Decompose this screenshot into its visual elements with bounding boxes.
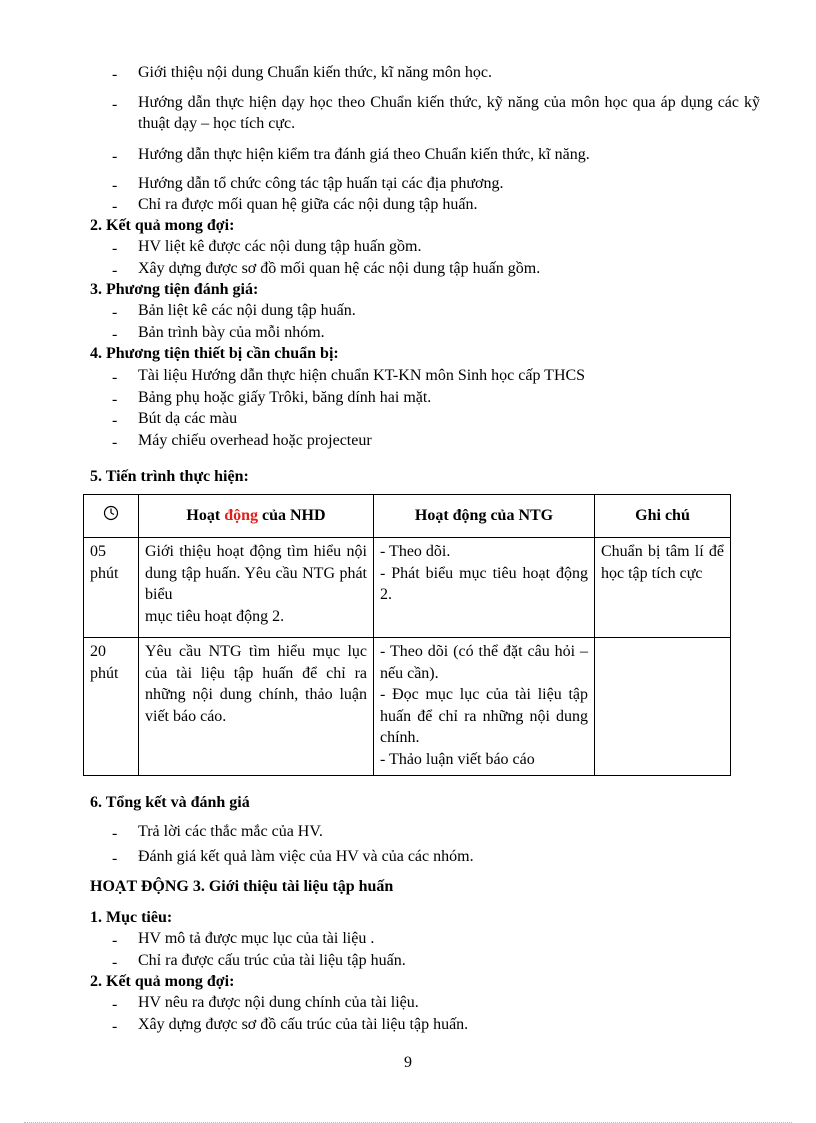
- document-page: - Giới thiệu nội dung Chuẩn kiến thức, kĩ năng môn học. - Hướng dẫn thực hiện dạy học theo Chuẩn kiến thức, kỹ năng của môn học qua áp dụng các kỹ thuật dạy – học tích cực. - Hướng dẫn thực hiện kiểm tra đánh giá theo Chuẩn kiến thức, kĩ năng. - Hướng dẫn tổ chức công tác tập huấn tại các địa phương. - Chỉ ra được mối quan hệ giữa các nội dung tập huấn. 2. Kết quả mong đợi: - HV liệt kê được các nội dung tập huấn gồm. - Xây dựng được sơ đồ mối quan hệ các nội dung tập huấn gồm. 3. Phương tiện đánh giá: - Bản liệt kê các nội dung tập huấn. - Bản trình bày của mỗi nhóm. 4. Phương tiện thiết bị cần chuẩn bị: - Tài liệu Hướng dẫn thực hiện chuẩn KT-KN môn Sinh học cấp THCS - Bảng phụ hoặc giấy Trôki, băng dính hai mặt. - Bút dạ các màu - Máy chiếu overhead hoặc projecteur 5. Tiến trình thực hiện: Hoạt động của NHD Hoạt động của NTG Ghi chú 05 phút Giới thiệu hoạt động tìm hiểu nội dung tập huấn. Yêu cầu NTG phát biểu mục tiêu hoạt động 2. - Theo dõi. - Phát biểu mục tiêu hoạt động 2. Chuẩn bị tâm lí để học tập tích cực 20 phút Yêu cầu NTG tìm hiểu mục lục của tài liệu tập huấn để chỉ ra những nội dung chính, thảo luận viết báo cáo. - Theo dõi (có thể đặt câu hỏi – nếu cần). - Đọc mục lục của tài liệu tập huấn để chỉ ra những nội dung chính. - Thảo luận viết báo cáo 6. Tổng kết và đánh giá - Trả lời các thắc mắc của HV. - Đánh giá kết quả làm việc của HV và của các nhóm. HOẠT ĐỘNG 3. Giới thiệu tài liệu tập huấn 1. Mục tiêu: - HV mô tả được mục lục của tài liệu . - Chỉ ra được cấu trúc của tài liệu tập huấn. 2. Kết quả mong đợi: - HV nêu ra được nội dung chính của tài liệu. - Xây dựng được sơ đồ cấu trúc của tài liệu tập huấn. 9: [0, 0, 816, 1123]
- bullet-dash: -: [112, 932, 118, 949]
- time-header-cell: [84, 495, 139, 538]
- section-heading: 3. Phương tiện đánh giá:: [90, 281, 259, 298]
- table-row: [84, 638, 731, 776]
- section-heading: 2. Kết quả mong đợi:: [90, 217, 235, 234]
- clock-icon: [103, 505, 119, 521]
- time-cell: 05 phút: [84, 538, 139, 638]
- bullet-dash: -: [112, 434, 118, 451]
- time-cell: 20 phút: [84, 638, 139, 776]
- ntg-cell: - Theo dõi. - Phát biểu mục tiêu hoạt động 2.: [374, 538, 595, 638]
- section-heading: 5. Tiến trình thực hiện:: [90, 468, 249, 485]
- ntg-header-cell: Hoạt động của NTG: [374, 495, 595, 538]
- bullet-dash: -: [112, 412, 118, 429]
- nhd-cell: Giới thiệu hoạt động tìm hiểu nội dung tập huấn. Yêu cầu NTG phát biểu mục tiêu hoạt động 2.: [139, 538, 374, 638]
- activity-heading: HOẠT ĐỘNG 3. Giới thiệu tài liệu tập huấn: [90, 878, 394, 895]
- ntg-cell: - Theo dõi (có thể đặt câu hỏi – nếu cần). - Đọc mục lục của tài liệu tập huấn để chỉ ra những nội dung chính. - Thảo luận viết báo cáo: [374, 638, 595, 776]
- bullet-dash: -: [112, 96, 118, 113]
- bullet-dash: -: [112, 369, 118, 386]
- note-header-cell: Ghi chú: [595, 495, 731, 538]
- bullet-dash: -: [112, 262, 118, 279]
- bullet-dash: -: [112, 66, 118, 83]
- section-heading: 4. Phương tiện thiết bị cần chuẩn bị:: [90, 345, 339, 362]
- bullet-dash: -: [112, 825, 118, 842]
- bullet-dash: -: [112, 954, 118, 971]
- note-cell: [595, 638, 731, 776]
- bullet-dash: -: [112, 326, 118, 343]
- section-heading: 6. Tổng kết và đánh giá: [90, 794, 250, 811]
- table-header-row: [84, 495, 731, 538]
- nhd-cell: Yêu cầu NTG tìm hiểu mục lục của tài liệu tập huấn để chỉ ra những nội dung chính, thảo luận viết báo cáo.: [139, 638, 374, 776]
- page-number: 9: [404, 1054, 412, 1071]
- bullet-dash: -: [112, 391, 118, 408]
- section-heading: 2. Kết quả mong đợi:: [90, 973, 235, 990]
- bullet-dash: -: [112, 304, 118, 321]
- activity-table: [83, 494, 731, 776]
- table-row: [84, 538, 731, 638]
- section-heading: 1. Mục tiêu:: [90, 909, 173, 926]
- bullet-dash: -: [112, 850, 118, 867]
- bullet-dash: -: [112, 198, 118, 215]
- bullet-dash: -: [112, 148, 118, 165]
- bullet-dash: -: [112, 1018, 118, 1035]
- bullet-dash: -: [112, 177, 118, 194]
- bullet-dash: -: [112, 996, 118, 1013]
- note-cell: Chuẩn bị tâm lí để học tập tích cực: [595, 538, 731, 638]
- bullet-dash: -: [112, 240, 118, 257]
- nhd-header-cell: Hoạt động của NHD: [139, 495, 374, 538]
